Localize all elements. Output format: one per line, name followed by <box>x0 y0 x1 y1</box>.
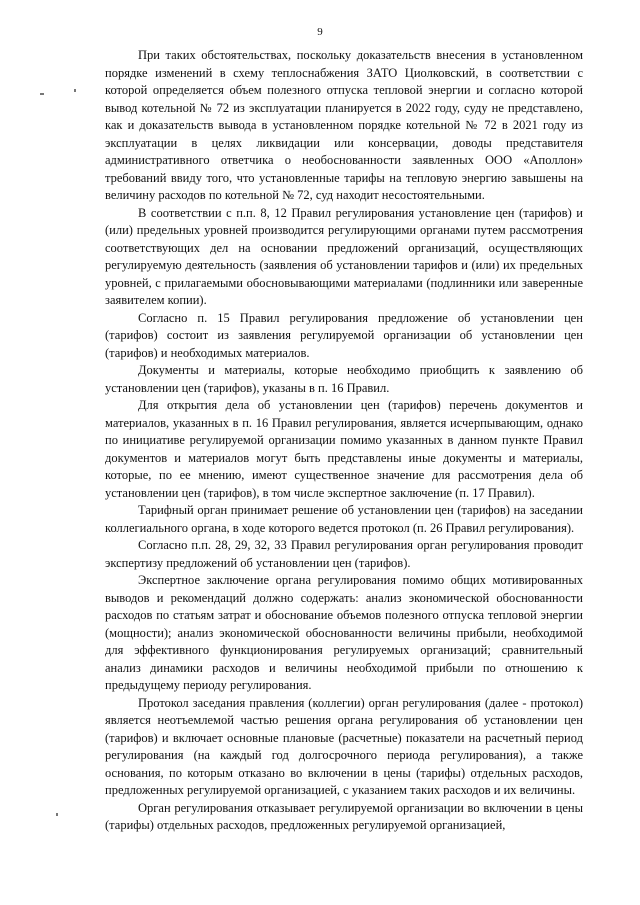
paragraph: Для открытия дела об установлении цен (тарифов) перечень документов и материалов, указанных в п. 16 Правил регулирования, является исчерпывающим, однако по инициативе регулируемой организации помимо указанных в данном пункте Правил документов и материалов могут быть представлены иные документы и материалы, которые, по ее мнению, имеют существенное значение для рассмотрения дела об установлении цен (тарифов), в том числе экспертное заключение (п. 17 Правил). <box>105 398 583 500</box>
paragraph: Протокол заседания правления (коллегии) орган регулирования (далее - протокол) является неотъемлемой частью решения органа регулирования об установлении цен (тарифов) и включает основные плановые (расчетные) показатели на расчетный период регулирования (на каждый год долгосрочного периода регулирования), а также основания, по которым отказано во включении в цены (тарифы) отдельных расходов, предложенных регулируемой организацией, с указанием таких расходов и их величины. <box>105 695 583 797</box>
paragraph: Согласно п.п. 28, 29, 32, 33 Правил регулирования орган регулирования проводит экспертизу предложений об установлении цен (тарифов). <box>105 538 583 570</box>
scan-mark <box>74 89 76 92</box>
paragraph: Тарифный орган принимает решение об установлении цен (тарифов) на заседании коллегиального органа, в ходе которого ведется протокол (п. 26 Правил регулирования). <box>105 503 583 535</box>
paragraph: При таких обстоятельствах, поскольку доказательств внесения в установленном порядке изменений в схему теплоснабжения ЗАТО Циолковский, в соответствии с которой определяется объем полезного отпуска тепловой энергии и согласно которой вывод котельной № 72 из эксплуатации планируется в 2022 году, суду не представлено, как и доказательств вывода в установленном порядке котельной № 72 в 2021 году из эксплуатации в целях ликвидации или консервации, доводы представителя административного ответчика о необоснованности заявленных ООО «Аполлон» требований ввиду того, что установленные тарифы на тепловую энергию завышены на величину расходов по котельной № 72, суд находит несостоятельными. <box>105 48 583 202</box>
paragraph: Орган регулирования отказывает регулируемой организации во включении в цены (тарифы) отдельных расходов, предложенных регулируемой организацией, <box>105 800 583 832</box>
paragraph: В соответствии с п.п. 8, 12 Правил регулирования установление цен (тарифов) и (или) предельных уровней производится регулирующими органами путем рассмотрения соответствующих дел на основании предложений организаций, осуществляющих регулируемую деятельность (заявления об установлении тарифов и (или) их предельных уровней, с прилагаемыми обосновывающими материалами (подлинники или заверенные заявителем копии). <box>105 205 583 307</box>
scan-mark <box>40 93 44 95</box>
paragraph: Экспертное заключение органа регулирования помимо общих мотивированных выводов и рекомендаций должно содержать: анализ экономической обоснованности расходов по статьям затрат и обоснование объемов полезного отпуска тепловой энергии (мощности); анализ экономической обоснованности величины прибыли, необходимой для эффективного функционирования регулируемых организаций; сравнительный анализ динамики расходов и величины необходимой прибыли по отношению к предыдущему периоду регулирования. <box>105 573 583 692</box>
document-body <box>105 47 583 835</box>
page-number: 9 <box>317 26 323 38</box>
scan-mark <box>56 813 58 816</box>
paragraph: Согласно п. 15 Правил регулирования предложение об установлении цен (тарифов) состоит из заявления регулируемой организации об установлении цен (тарифов) и необходимых материалов. <box>105 310 583 360</box>
paragraph: Документы и материалы, которые необходимо приобщить к заявлению об установлении цен (тарифов), указаны в п. 16 Правил. <box>105 363 583 395</box>
